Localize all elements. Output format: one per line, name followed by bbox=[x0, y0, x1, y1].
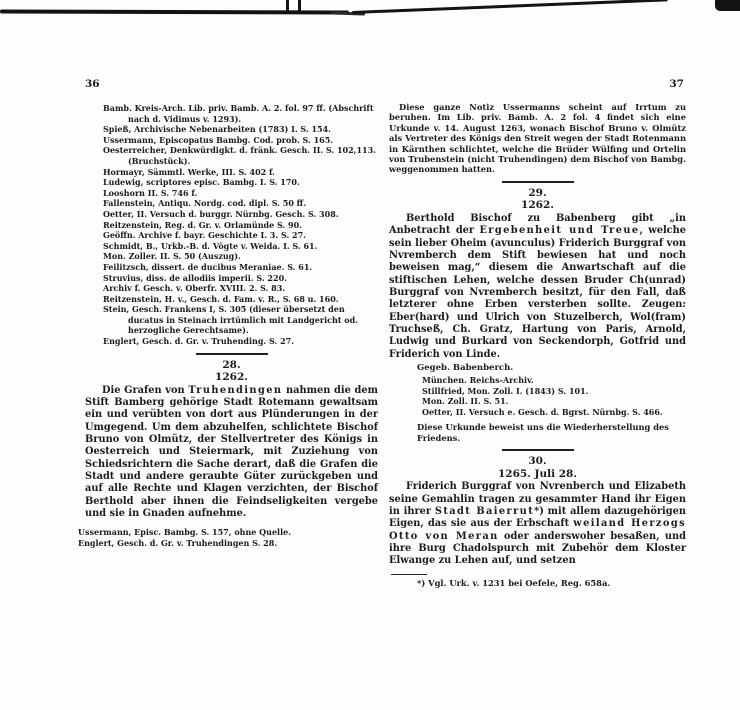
charter-dateline: Gegeb. Babenberch. bbox=[417, 362, 514, 373]
reference-item: Mon. Zoller. II. S. 50 (Auszug). bbox=[103, 251, 241, 262]
scan-artifact-slanted-line bbox=[352, 0, 668, 14]
scan-artifact-binding-tick bbox=[286, 0, 289, 13]
reference-item: Geöffn. Archive f. bayr. Geschichte I. 3. S. 27. bbox=[103, 230, 306, 241]
section-separator bbox=[502, 181, 574, 183]
page-number-right: 37 bbox=[669, 78, 684, 90]
body-text-spaced: weiland Herzogs Otto von Meran bbox=[389, 518, 686, 542]
section-date: 1262. bbox=[521, 199, 554, 212]
section-date: 1262. bbox=[215, 371, 248, 384]
section-separator bbox=[196, 353, 268, 355]
section-number: 29. bbox=[528, 186, 547, 199]
reference-item: Feilitzsch, dissert. de ducibus Meraniae. S. 61. bbox=[103, 261, 313, 272]
reference-item: Ussermann, Episcopatus Bambg. Cod. prob. S. 165. bbox=[103, 134, 334, 145]
section-reference-list bbox=[404, 375, 686, 417]
reference-item: Mon. Zoll. II. S. 51. bbox=[422, 396, 509, 407]
reference-item: Archiv f. Gesch. v. Oberfr. XVIII. 2. S. 83. bbox=[103, 283, 286, 294]
body-text-spaced: Stadt Baierrut bbox=[434, 505, 535, 517]
reference-item: Bamb. Kreis-Arch. Lib. priv. Bamb. A. 2. fol. 97 ff. (Abschrift nach d. Vidimus v. 1293). bbox=[103, 103, 374, 124]
reference-item: Struvius, diss. de allodiis imperii. S. 220. bbox=[103, 272, 287, 283]
section-body bbox=[389, 213, 686, 361]
page-number-left: 36 bbox=[85, 78, 100, 90]
reference-item: Ludewig, scriptores episc. Bambg. I. S. 170. bbox=[103, 177, 300, 188]
reference-item: Oetter, II. Versuch e. Gesch. d. Bgrst. Nürnbg. S. 466. bbox=[422, 406, 663, 417]
scan-artifact-binding-tick bbox=[298, 0, 301, 13]
reference-item: Englert, Gesch. d. Gr. v. Truhendingen S. 28. bbox=[78, 538, 278, 549]
body-text: Die Grafen von bbox=[102, 384, 189, 396]
section-separator bbox=[502, 449, 574, 451]
reference-item: Englert, Gesch. d. Gr. v. Truhending. S. 27. bbox=[103, 336, 294, 347]
reference-item: Reitzenstein, Reg. d. Gr. v. Orlamünde S. 90. bbox=[103, 219, 302, 230]
section-number: 30. bbox=[528, 455, 547, 468]
body-text: nahmen die dem Stift Bamberg gehörige Stadt Rotemann gewaltsam ein und verübten von dort aus Plünderungen in der Umgegend. Um dem abzuhelfen, schlichtete Bischof Bruno von Olmütz, der Stellvertreter des Königs in Oesterreich und Steiermark, mit Zuziehung von Schiedsrichtern die Sache derart, daß die Grafen die Stadt und andere geraubte Güter zurückgeben und auf alle Rechte und Klagen verzichten, der Bischof Berthold aber ihnen die Feindseligkeiten vergebe und sie in Gnaden aufnehme. bbox=[85, 384, 378, 520]
section-body bbox=[85, 385, 378, 521]
reference-item: Stillfried, Mon. Zoll. I. (1843) S. 101. bbox=[422, 385, 589, 396]
closing-note: Diese Urkunde beweist uns die Wiederherstellung des Friedens. bbox=[417, 422, 669, 443]
body-text: , welche sein lieber Oheim (avunculus) Friderich Burggraf von Nvremberch dem Stift bewiesen hat und noch beweisen mag,“ diesem die Anwartschaft auf die stiftischen Lehen, welche dessen Bruder Ch(unrad) Burggraf von Nvremberch besitzt, für den Fall, daß letzterer ohne Erben versterben sollte. Zeugen: Eber(hard) und Ulrich von Stuzelberch, Wol(fram) Truchseß, Ch. Gratz, Hartung von Paris, Arnold, Ludwig und Burkard von Seckendorph, Gotfrid und Friderich von Linde. bbox=[389, 225, 686, 360]
scan-artifact-top-line bbox=[0, 10, 349, 15]
intro-note bbox=[389, 102, 686, 175]
scan-artifact-corner-blob bbox=[715, 0, 740, 11]
section-number: 28. bbox=[222, 358, 241, 371]
reference-item: Oetter, II. Versuch d. burggr. Nürnbg. Gesch. S. 308. bbox=[103, 208, 339, 219]
page-right bbox=[389, 78, 686, 588]
body-text: *) mit allem dazugehörigen Eigen, das sie aus der Erbschaft bbox=[389, 505, 686, 530]
footnote: *) Vgl. Urk. v. 1231 bei Oefele, Reg. 658a. bbox=[417, 578, 611, 589]
body-text: Friderich Burggraf von Nvrenberch und Elizabeth seine Gemahlin tragen zu gesammter Hand ihr Eigen in ihrer bbox=[389, 481, 686, 517]
body-text-spaced: Ergebenheit und Treue bbox=[479, 225, 640, 237]
reference-item: Ussermann, Episc. Bambg. S. 157, ohne Quelle. bbox=[78, 527, 291, 538]
reference-item: Hormayr, Sämmtl. Werke, III. S. 402 f. bbox=[103, 166, 275, 177]
reference-item: Stein, Gesch. Frankens I, S. 305 (dieser übersetzt den ducatus in Steinach irrtümlich mit Landgericht od. herzogliche Gerechtsame). bbox=[103, 304, 358, 336]
page-left bbox=[78, 78, 378, 549]
reference-item: München. Reichs-Archiv. bbox=[422, 374, 534, 385]
body-text-spaced: Truhendingen bbox=[188, 384, 283, 396]
reference-item: Fallenstein, Antiqu. Nordg. cod. dipl. S. 50 ff. bbox=[103, 198, 307, 209]
section-date: 1265. Juli 28. bbox=[497, 467, 578, 480]
section-reference-list bbox=[60, 527, 378, 548]
body-text: oder anderswoher besaßen, und ihre Burg Chadolspurch mit Zubehör dem Kloster Elwange zu Lehen auf, und setzen bbox=[389, 530, 686, 567]
reference-item: Schmidt, B., Urkb.-B. d. Vögte v. Weida. I. S. 61. bbox=[103, 240, 318, 251]
reference-item: Looshorn II. S. 746 f. bbox=[103, 187, 198, 198]
reference-item: Spieß, Archivische Nebenarbeiten (1783) I. S. 154. bbox=[103, 124, 331, 135]
reference-list-left bbox=[85, 103, 378, 347]
reference-item: Reitzenstein, H. v., Gesch. d. Fam. v. R., S. 68 u. 160. bbox=[103, 293, 339, 304]
section-body bbox=[389, 481, 686, 567]
body-text: Berthold Bischof zu Babenberg gibt „in Anbetracht der bbox=[389, 212, 686, 237]
note-text: Diese ganze Notiz Ussermanns scheint auf Irrtum zu beruhen. Im Lib. priv. Bamb. A. 2 fol. 4 findet sich eine Urkunde v. 14. August 1263, wonach Bischof Bruno v. Olmütz als Vertreter des Königs den Streit wegen der Stadt Rotenmann in Kärnthen schlichtet, welche die Brüder Wülfing und Ortelin von Trubenstein (nicht Truhendingen) dem Bischof von Bambg. weggenommen hatten. bbox=[389, 102, 686, 175]
reference-item: Oesterreicher, Denkwürdigkt. d. fränk. Gesch. II. S. 102,113. (Bruchstück). bbox=[103, 145, 376, 166]
footnote-separator bbox=[391, 574, 427, 576]
